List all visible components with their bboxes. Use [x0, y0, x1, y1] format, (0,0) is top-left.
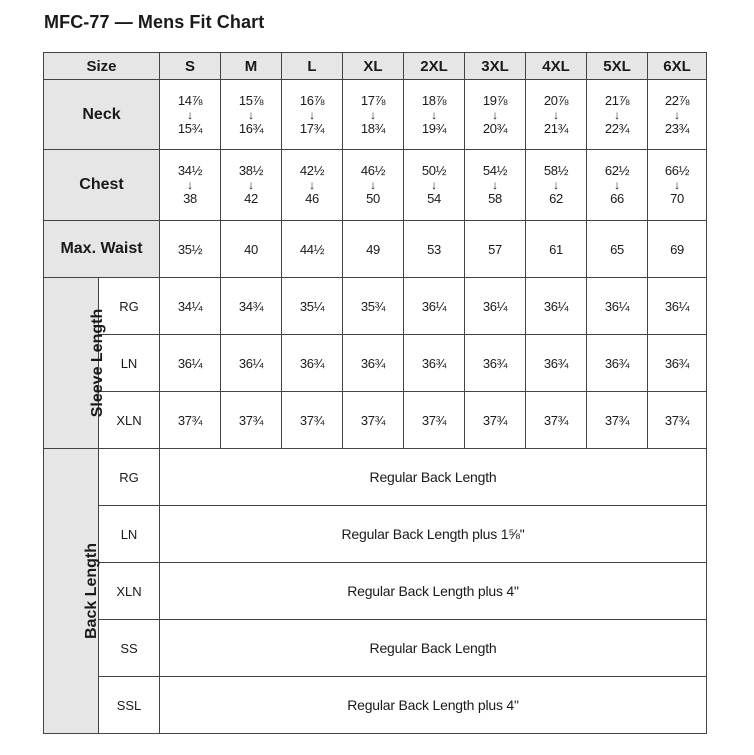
fit-code: SSL	[99, 677, 160, 734]
neck-to-value: 18¾	[360, 120, 386, 136]
waist-value: 53	[404, 221, 465, 278]
neck-range-cell	[648, 80, 707, 150]
chest-from-value: 38½	[238, 163, 264, 178]
neck-range-cell	[221, 80, 282, 150]
chest-range-cell	[282, 150, 343, 221]
neck-to-value: 19¾	[421, 120, 447, 136]
fit-code: LN	[99, 335, 160, 392]
chest-from-value: 50½	[421, 163, 447, 178]
neck-from-value: 22⅞	[664, 92, 690, 108]
waist-value: 69	[648, 221, 707, 278]
fit-chart-table	[43, 52, 707, 734]
fit-code: LN	[99, 506, 160, 563]
size-header: XL	[343, 53, 404, 80]
down-arrow-icon: ↓	[674, 107, 680, 122]
chest-to-value: 38	[183, 191, 197, 206]
down-arrow-icon: ↓	[248, 107, 254, 122]
neck-label: Neck	[44, 80, 160, 150]
waist-label: Max. Waist	[44, 221, 160, 278]
neck-from-value: 18⅞	[421, 92, 447, 108]
sleeve-row	[44, 335, 707, 392]
waist-value: 65	[587, 221, 648, 278]
back-length-value: Regular Back Length plus 4"	[160, 677, 707, 734]
size-header: S	[160, 53, 221, 80]
sleeve-value: 37¾	[587, 392, 648, 449]
size-header: 5XL	[587, 53, 648, 80]
sleeve-value: 36¼	[221, 335, 282, 392]
chest-range-cell	[465, 150, 526, 221]
neck-to-value: 20¾	[482, 120, 508, 136]
size-header: 2XL	[404, 53, 465, 80]
waist-value: 61	[526, 221, 587, 278]
size-label: Size	[44, 53, 160, 80]
neck-range-cell	[343, 80, 404, 150]
down-arrow-icon: ↓	[492, 107, 498, 122]
waist-value: 35½	[160, 221, 221, 278]
neck-from-value: 20⅞	[543, 92, 569, 108]
waist-value: 49	[343, 221, 404, 278]
chest-range-cell	[221, 150, 282, 221]
sleeve-length-label: Sleeve Length	[44, 278, 99, 449]
neck-range-cell	[160, 80, 221, 150]
down-arrow-icon: ↓	[187, 107, 193, 122]
neck-to-value: 21¾	[543, 120, 569, 136]
neck-from-value: 16⅞	[299, 92, 325, 108]
neck-from-value: 19⅞	[482, 92, 508, 108]
sleeve-value: 36¾	[343, 335, 404, 392]
chest-range-cell	[587, 150, 648, 221]
fit-code: XLN	[99, 392, 160, 449]
sleeve-value: 36¾	[648, 335, 707, 392]
chest-from-value: 46½	[360, 163, 386, 178]
back-length-value: Regular Back Length	[160, 620, 707, 677]
down-arrow-icon: ↓	[674, 178, 680, 192]
neck-from-value: 15⅞	[238, 92, 264, 108]
chest-range-cell	[648, 150, 707, 221]
sleeve-value: 36¼	[465, 278, 526, 335]
back-length-row	[44, 449, 707, 506]
down-arrow-icon: ↓	[431, 178, 437, 192]
neck-range-cell	[526, 80, 587, 150]
neck-to-value: 23¾	[664, 120, 690, 136]
sleeve-value: 34¼	[160, 278, 221, 335]
chest-from-value: 66½	[664, 163, 690, 178]
chest-label: Chest	[44, 150, 160, 221]
down-arrow-icon: ↓	[431, 107, 437, 122]
sleeve-value: 37¾	[465, 392, 526, 449]
chest-to-value: 42	[244, 191, 258, 206]
waist-row	[44, 221, 707, 278]
chest-from-value: 62½	[604, 163, 630, 178]
back-length-value: Regular Back Length plus 4"	[160, 563, 707, 620]
down-arrow-icon: ↓	[309, 178, 315, 192]
sleeve-value: 34¾	[221, 278, 282, 335]
chest-from-value: 58½	[543, 163, 569, 178]
size-header: 4XL	[526, 53, 587, 80]
sleeve-value: 36¼	[160, 335, 221, 392]
down-arrow-icon: ↓	[187, 178, 193, 192]
sleeve-value: 36¾	[404, 335, 465, 392]
size-header-row	[44, 53, 707, 80]
chest-to-value: 62	[549, 191, 563, 206]
sleeve-value: 36¾	[465, 335, 526, 392]
chest-from-value: 54½	[482, 163, 508, 178]
neck-range-cell	[465, 80, 526, 150]
chest-range-cell	[404, 150, 465, 221]
fit-code: RG	[99, 449, 160, 506]
back-length-label: Back Length	[44, 449, 99, 734]
chest-row	[44, 150, 707, 221]
down-arrow-icon: ↓	[614, 178, 620, 192]
sleeve-value: 36¼	[648, 278, 707, 335]
sleeve-value: 36¼	[526, 278, 587, 335]
chest-to-value: 58	[488, 191, 502, 206]
neck-to-value: 16¾	[238, 120, 264, 136]
page-title: MFC-77 — Mens Fit Chart	[44, 12, 265, 32]
chest-range-cell	[526, 150, 587, 221]
back-length-row	[44, 506, 707, 563]
chest-from-value: 42½	[299, 163, 325, 178]
fit-code: RG	[99, 278, 160, 335]
sleeve-value: 36¾	[282, 335, 343, 392]
size-header: 6XL	[648, 53, 707, 80]
sleeve-value: 36¼	[587, 278, 648, 335]
waist-value: 40	[221, 221, 282, 278]
down-arrow-icon: ↓	[309, 107, 315, 122]
sleeve-value: 37¾	[404, 392, 465, 449]
chest-range-cell	[160, 150, 221, 221]
chest-to-value: 50	[366, 191, 380, 206]
back-length-value: Regular Back Length plus 1⅝"	[160, 506, 707, 563]
neck-range-cell	[587, 80, 648, 150]
fit-code: SS	[99, 620, 160, 677]
down-arrow-icon: ↓	[492, 178, 498, 192]
sleeve-value: 37¾	[221, 392, 282, 449]
chest-to-value: 66	[610, 191, 624, 206]
neck-to-value: 17¾	[299, 120, 325, 136]
neck-to-value: 22¾	[604, 120, 630, 136]
chest-to-value: 46	[305, 191, 319, 206]
back-length-value: Regular Back Length	[160, 449, 707, 506]
chest-to-value: 70	[670, 191, 684, 206]
back-length-row	[44, 620, 707, 677]
sleeve-value: 36¼	[404, 278, 465, 335]
sleeve-value: 37¾	[648, 392, 707, 449]
sleeve-value: 35¼	[282, 278, 343, 335]
sleeve-value: 37¾	[343, 392, 404, 449]
sleeve-value: 37¾	[282, 392, 343, 449]
chest-from-value: 34½	[177, 163, 203, 178]
size-header: 3XL	[465, 53, 526, 80]
sleeve-value: 37¾	[526, 392, 587, 449]
neck-from-value: 17⅞	[360, 92, 386, 108]
sleeve-row	[44, 392, 707, 449]
down-arrow-icon: ↓	[248, 178, 254, 192]
down-arrow-icon: ↓	[370, 178, 376, 192]
back-length-row	[44, 563, 707, 620]
sleeve-value: 36¾	[526, 335, 587, 392]
waist-value: 44½	[282, 221, 343, 278]
size-header: M	[221, 53, 282, 80]
down-arrow-icon: ↓	[553, 178, 559, 192]
down-arrow-icon: ↓	[553, 107, 559, 122]
sleeve-value: 35¾	[343, 278, 404, 335]
neck-range-cell	[282, 80, 343, 150]
neck-row	[44, 80, 707, 150]
waist-value: 57	[465, 221, 526, 278]
neck-to-value: 15¾	[177, 120, 203, 136]
sleeve-value: 36¾	[587, 335, 648, 392]
sleeve-row	[44, 278, 707, 335]
fit-code: XLN	[99, 563, 160, 620]
down-arrow-icon: ↓	[370, 107, 376, 122]
back-length-row	[44, 677, 707, 734]
neck-range-cell	[404, 80, 465, 150]
size-header: L	[282, 53, 343, 80]
neck-from-value: 14⅞	[177, 92, 203, 108]
down-arrow-icon: ↓	[614, 107, 620, 122]
sleeve-value: 37¾	[160, 392, 221, 449]
chest-range-cell	[343, 150, 404, 221]
neck-from-value: 21⅞	[604, 92, 630, 108]
chest-to-value: 54	[427, 191, 441, 206]
